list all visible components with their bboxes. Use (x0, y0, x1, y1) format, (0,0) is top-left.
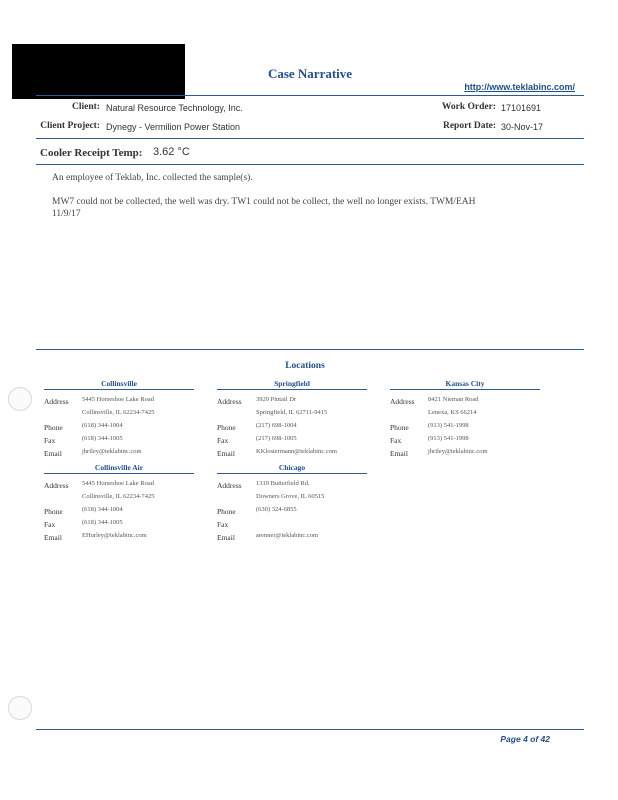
address-label: Address (217, 481, 242, 490)
office-name: Collinsville (101, 379, 137, 388)
project-value: Dynegy - Vermilion Power Station (106, 122, 241, 132)
fax-label: Fax (217, 436, 229, 445)
office-name: Collinsville Air (94, 463, 144, 472)
footer-divider (36, 729, 584, 730)
address-label: Address (217, 397, 242, 406)
office-name: Kansas City (445, 379, 485, 388)
fax-label: Fax (217, 520, 229, 529)
phone-value: (630) 324-6855 (256, 506, 297, 513)
page-number: Page 4 of 42 (500, 734, 550, 744)
address-line-1: 5445 Horseshoe Lake Road (82, 396, 155, 403)
phone-label: Phone (217, 507, 236, 516)
email-label: Email (44, 449, 62, 458)
fax-value: (618) 344-1005 (82, 519, 123, 526)
address-label: Address (44, 481, 69, 490)
phone-value: (618) 344-1004 (82, 506, 123, 513)
phone-value: (217) 698-1004 (256, 422, 297, 429)
fax-label: Fax (390, 436, 402, 445)
cooler-temp-value: 3.62 °C (153, 146, 190, 158)
binder-hole (8, 387, 32, 411)
address-line-2: Lenexa, KS 66214 (428, 409, 477, 416)
email-value[interactable]: KKlostermann@teklabinc.com (256, 448, 337, 455)
project-label: Client Project: (40, 121, 100, 131)
email-label: Email (217, 533, 235, 542)
email-value[interactable]: EHurley@teklabinc.com (82, 532, 147, 539)
phone-label: Phone (44, 507, 63, 516)
email-value[interactable]: jhriley@teklabinc.com (82, 448, 142, 455)
email-label: Email (44, 533, 62, 542)
address-line-1: 8421 Nieman Road (428, 396, 479, 403)
email-value[interactable]: jhriley@teklabinc.com (428, 448, 488, 455)
address-label: Address (44, 397, 69, 406)
email-label: Email (390, 449, 408, 458)
phone-label: Phone (44, 423, 63, 432)
cooler-temp-label: Cooler Receipt Temp: (40, 147, 143, 159)
fax-value: (217) 698-1005 (256, 435, 297, 442)
address-line-2: Collinsville, IL 62234-7425 (82, 493, 155, 500)
narrative-line-1: An employee of Teklab, Inc. collected the sample(s). (52, 173, 253, 183)
client-value: Natural Resource Technology, Inc. (106, 103, 243, 113)
work-order-label: Work Order: (441, 102, 496, 112)
work-order-value: 17101691 (501, 103, 542, 113)
office-underline (217, 473, 367, 474)
office-underline (44, 473, 194, 474)
fax-value: (618) 344-1005 (82, 435, 123, 442)
narrative-line-3: 11/9/17 (52, 209, 81, 219)
address-line-1: 1319 Butterfield Rd. (256, 480, 310, 487)
fax-label: Fax (44, 436, 56, 445)
email-value[interactable]: arenner@teklabinc.com (256, 532, 319, 539)
phone-value: (913) 541-1998 (428, 422, 469, 429)
fax-label: Fax (44, 520, 56, 529)
address-line-2: Springfield, IL 62711-9415 (256, 409, 328, 416)
address-label: Address (390, 397, 415, 406)
address-line-2: Collinsville, IL 62234-7425 (82, 409, 155, 416)
cooler-divider (36, 164, 584, 165)
office-underline (44, 389, 194, 390)
phone-label: Phone (217, 423, 236, 432)
office-underline (217, 389, 367, 390)
office-name: Springfield (274, 379, 310, 388)
narrative-line-2: MW7 could not be collected, the well was dry. TW1 could not be collect, the well no longer exists. TWM/EAH (52, 197, 476, 207)
binder-hole (8, 696, 32, 720)
website-link[interactable]: http://www.teklabinc.com/ (464, 82, 575, 92)
office-underline (390, 389, 540, 390)
info-divider (36, 138, 584, 139)
email-label: Email (217, 449, 235, 458)
client-label: Client: (72, 102, 100, 112)
phone-label: Phone (390, 423, 409, 432)
address-line-1: 5445 Horseshoe Lake Road (82, 480, 155, 487)
redaction-block (12, 44, 185, 99)
locations-divider (36, 349, 584, 350)
header-divider (36, 95, 584, 96)
report-date-value: 30-Nov-17 (501, 122, 544, 132)
address-line-2: Downers Grove, IL 60515 (256, 493, 325, 500)
page-title: Case Narrative (267, 66, 353, 81)
locations-title: Locations (285, 361, 325, 371)
phone-value: (618) 344-1004 (82, 422, 123, 429)
fax-value: (913) 541-1998 (428, 435, 469, 442)
address-line-1: 3920 Pintail Dr (256, 396, 297, 403)
report-date-label: Report Date: (442, 121, 496, 131)
office-name: Chicago (278, 463, 306, 472)
